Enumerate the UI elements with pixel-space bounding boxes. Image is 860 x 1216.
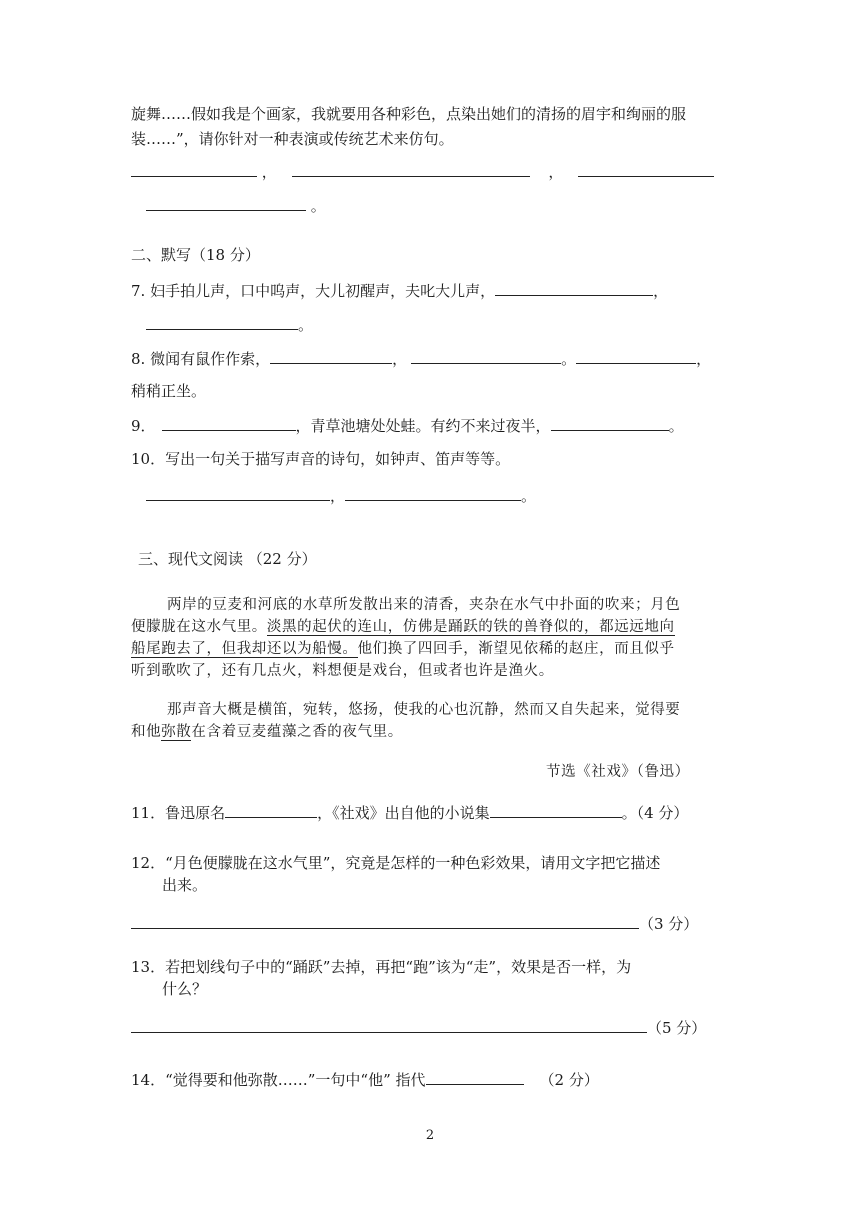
question-12-answer: [131, 910, 698, 937]
question-10-blanks: [146, 482, 536, 509]
answer-blank[interactable]: [345, 482, 521, 501]
punct: 。: [668, 417, 684, 435]
punct: ，: [330, 487, 346, 505]
q6-blank-row-1: [131, 158, 714, 185]
passage-text: 便朦胧在这水气里。: [131, 619, 267, 635]
question-13-line-2: 什么？: [162, 980, 208, 998]
answer-blank[interactable]: [551, 412, 669, 431]
question-11-text: ，《社戏》出自他的小说集: [317, 804, 490, 822]
answer-blank[interactable]: [225, 799, 317, 818]
question-12-line-1: 12．“月色便朦胧在这水气里”，究竟是怎样的一种色彩效果，请用文字把它描述: [131, 854, 661, 872]
page-number: 2: [425, 1128, 435, 1143]
q6-line-1: 旋舞……假如我是个画家，我就要用各种彩色，点染出她们的清扬的眉宇和绚丽的服: [131, 105, 687, 123]
answer-blank[interactable]: [146, 482, 330, 501]
answer-line[interactable]: [131, 910, 639, 929]
answer-blank[interactable]: [578, 158, 714, 177]
question-9: [131, 412, 684, 439]
question-12-score: （3 分）: [639, 915, 699, 933]
question-7: [131, 277, 668, 304]
passage-source: 节选《社戏》（鲁迅）: [546, 764, 690, 780]
answer-blank[interactable]: [411, 345, 561, 364]
question-14-score: （2 分）: [539, 1071, 599, 1089]
answer-blank[interactable]: [162, 412, 296, 431]
question-9-number: 9．: [131, 417, 156, 435]
question-11-score: 。（4 分）: [621, 804, 689, 822]
question-13-score: （5 分）: [647, 1019, 707, 1037]
punct: ，: [261, 163, 277, 181]
punct: 。: [298, 316, 314, 334]
question-8-text: 8. 微闻有鼠作作索，: [131, 350, 271, 368]
punct: ，: [696, 350, 712, 368]
answer-blank[interactable]: [131, 158, 257, 177]
passage-p2-line-1: 那声音大概是横笛，宛转，悠扬，使我的心也沉静，然而又自失起来，觉得要: [167, 702, 681, 718]
answer-blank[interactable]: [146, 311, 298, 330]
answer-blank[interactable]: [146, 192, 306, 211]
question-11-text: 11．鲁迅原名: [131, 804, 226, 822]
question-13-answer: [131, 1014, 706, 1041]
question-12-line-2: 出来。: [162, 876, 208, 894]
question-7-cont: [146, 311, 313, 338]
answer-blank[interactable]: [576, 345, 696, 364]
question-8: [131, 345, 711, 372]
punct: 。: [310, 197, 326, 215]
passage-p1-line-1: 两岸的豆麦和河底的水草所发散出来的清香，夹杂在水气中扑面的吹来；月色: [167, 597, 681, 613]
question-14-text: 14．“觉得要和他弥散……”一句中“他” 指代: [131, 1071, 426, 1089]
underlined-sentence: 淡黑的起伏的连山，仿佛是踊跃的铁的兽脊似的，都远远地向: [266, 619, 675, 635]
punct: ，: [653, 282, 669, 300]
question-10: 10．写出一句关于描写声音的诗句，如钟声、笛声等等。: [131, 450, 511, 468]
punct: 。: [521, 487, 537, 505]
question-9-text: ，青草池塘处处蛙。有约不来过夜半，: [295, 417, 551, 435]
q6-blank-row-2: [146, 192, 326, 219]
question-13-line-1: 13．若把划线句子中的“踊跃”去掉，再把“跑”该为“走”，效果是否一样，为: [131, 958, 632, 976]
question-8-cont: 稍稍正坐。: [131, 382, 207, 400]
question-7-text: 7. 妇手拍儿声，口中呜声，大儿初醒声，夫叱大儿声，: [131, 282, 496, 300]
underlined-word: 弥散: [161, 724, 192, 740]
passage-text: 和他: [131, 724, 162, 740]
passage-p1-line-4: 听到歌吹了，还有几点火，料想便是戏台，但或者也许是渔火。: [131, 663, 554, 679]
answer-blank[interactable]: [270, 345, 392, 364]
answer-line[interactable]: [131, 1014, 647, 1033]
punct: 。: [561, 350, 577, 368]
question-11: [131, 799, 688, 826]
punct: ，: [392, 350, 408, 368]
passage-text: 他们换了四回手，渐望见依稀的赵庄，而且似乎: [357, 641, 675, 657]
punct: ，: [548, 163, 564, 181]
answer-blank[interactable]: [490, 799, 622, 818]
answer-blank[interactable]: [426, 1066, 524, 1085]
underlined-sentence: 船尾跑去了，但我却还以为船慢。: [131, 641, 358, 657]
section-3-heading: 三、现代文阅读 （22 分）: [138, 550, 317, 568]
question-14: [131, 1066, 599, 1093]
answer-blank[interactable]: [292, 158, 530, 177]
passage-p2-line-2: [131, 719, 403, 745]
section-2-heading: 二、默写（18 分）: [131, 246, 260, 264]
q6-line-2: 装……”，请你针对一种表演或传统艺术来仿句。: [131, 130, 454, 148]
passage-text: 在含着豆麦蕴藻之香的夜气里。: [191, 724, 403, 740]
answer-blank[interactable]: [495, 277, 653, 296]
